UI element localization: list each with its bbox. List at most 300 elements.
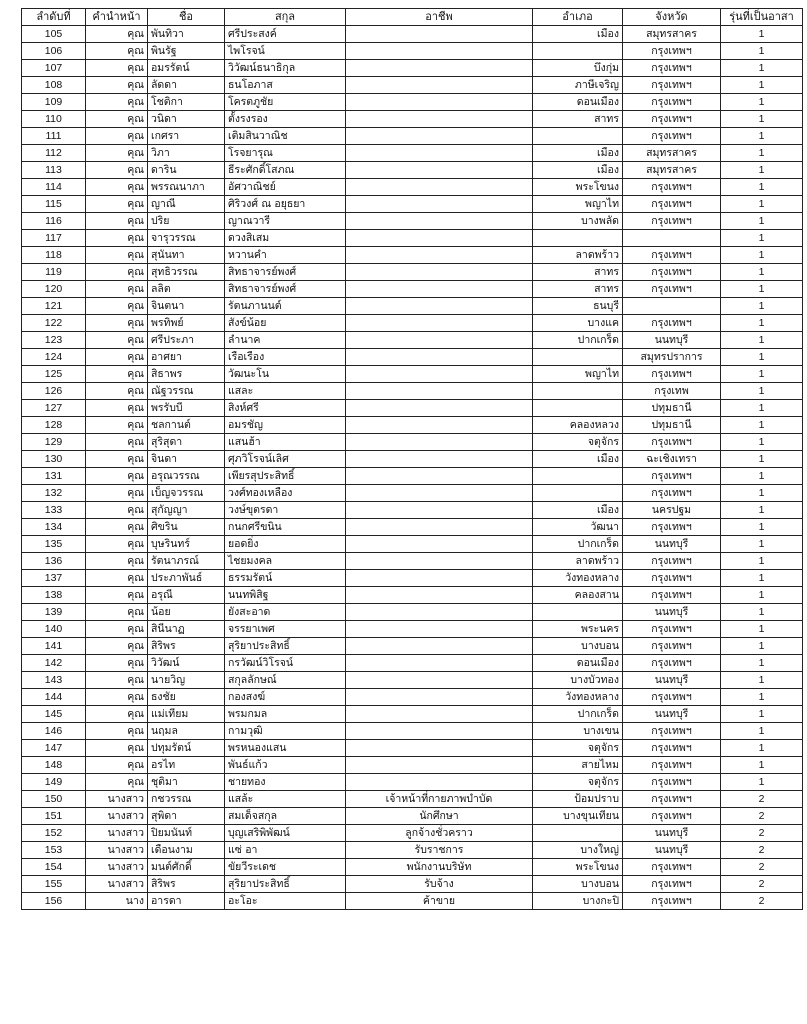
cell-district: จตุจักร: [533, 434, 623, 451]
cell-title: คุณ: [86, 349, 148, 366]
cell-title: คุณ: [86, 26, 148, 43]
cell-title: คุณ: [86, 468, 148, 485]
cell-district: สายไหม: [533, 757, 623, 774]
cell-last-name: ขัยวีระเดช: [225, 859, 346, 876]
cell-last-name: เพียรสุประสิทธิ์: [225, 468, 346, 485]
cell-no: 125: [22, 366, 86, 383]
cell-occupation: [346, 587, 533, 604]
cell-last-name: ไพโรจน์: [225, 43, 346, 60]
cell-last-name: สกุลลักษณ์: [225, 672, 346, 689]
cell-first-name: สุกัญญา: [148, 502, 225, 519]
cell-generation: 2: [721, 893, 803, 910]
cell-last-name: แสละ: [225, 383, 346, 400]
cell-first-name: ธงชัย: [148, 689, 225, 706]
cell-last-name: วงศ์ทองเหลือง: [225, 485, 346, 502]
cell-generation: 1: [721, 281, 803, 298]
cell-province: ปทุมธานี: [623, 417, 721, 434]
cell-last-name: วัฒนะโน: [225, 366, 346, 383]
cell-title: คุณ: [86, 638, 148, 655]
cell-last-name: ยังสะอาด: [225, 604, 346, 621]
cell-first-name: อมรรัตน์: [148, 60, 225, 77]
cell-last-name: นนทพิสิฐ: [225, 587, 346, 604]
cell-no: 144: [22, 689, 86, 706]
cell-generation: 1: [721, 706, 803, 723]
cell-province: กรุงเทพฯ: [623, 876, 721, 893]
cell-title: คุณ: [86, 519, 148, 536]
cell-province: นนทบุรี: [623, 672, 721, 689]
table-row: [22, 604, 803, 621]
table-row: [22, 298, 803, 315]
cell-first-name: จารุวรรณ: [148, 230, 225, 247]
cell-first-name: จินตนา: [148, 298, 225, 315]
cell-district: บึงกุ่ม: [533, 60, 623, 77]
cell-title: คุณ: [86, 281, 148, 298]
cell-title: คุณ: [86, 213, 148, 230]
cell-district: [533, 400, 623, 417]
cell-province: กรุงเทพฯ: [623, 94, 721, 111]
cell-generation: 1: [721, 604, 803, 621]
cell-province: กรุงเทพฯ: [623, 213, 721, 230]
cell-first-name: อรุณี: [148, 587, 225, 604]
cell-occupation: รับราชการ: [346, 842, 533, 859]
cell-occupation: พนักงานบริษัท: [346, 859, 533, 876]
cell-first-name: สินีนาฏ: [148, 621, 225, 638]
cell-generation: 1: [721, 383, 803, 400]
table-row: [22, 315, 803, 332]
cell-first-name: อรุณวรรณ: [148, 468, 225, 485]
cell-occupation: [346, 553, 533, 570]
cell-province: นนทบุรี: [623, 332, 721, 349]
cell-generation: 2: [721, 859, 803, 876]
cell-generation: 1: [721, 145, 803, 162]
cell-generation: 1: [721, 689, 803, 706]
cell-occupation: [346, 162, 533, 179]
table-row: [22, 434, 803, 451]
cell-province: กรุงเทพฯ: [623, 60, 721, 77]
cell-no: 116: [22, 213, 86, 230]
cell-district: ภาษีเจริญ: [533, 77, 623, 94]
cell-generation: 1: [721, 570, 803, 587]
cell-last-name: เรือเรือง: [225, 349, 346, 366]
cell-first-name: สิริพร: [148, 638, 225, 655]
cell-no: 122: [22, 315, 86, 332]
cell-occupation: [346, 94, 533, 111]
cell-first-name: อรไท: [148, 757, 225, 774]
cell-district: สาทร: [533, 111, 623, 128]
cell-first-name: พรรณนาภา: [148, 179, 225, 196]
cell-first-name: น้อย: [148, 604, 225, 621]
cell-province: นนทบุรี: [623, 842, 721, 859]
table-row: [22, 43, 803, 60]
cell-province: กรุงเทพฯ: [623, 808, 721, 825]
cell-generation: 1: [721, 655, 803, 672]
cell-generation: 2: [721, 808, 803, 825]
cell-no: 129: [22, 434, 86, 451]
cell-district: บางบัวทอง: [533, 672, 623, 689]
cell-generation: 1: [721, 60, 803, 77]
table-row: [22, 264, 803, 281]
cell-generation: 1: [721, 536, 803, 553]
cell-last-name: กองสงฆ์: [225, 689, 346, 706]
cell-first-name: รัตนาภรณ์: [148, 553, 225, 570]
cell-generation: 1: [721, 247, 803, 264]
cell-occupation: [346, 230, 533, 247]
cell-no: 109: [22, 94, 86, 111]
cell-generation: 1: [721, 264, 803, 281]
cell-occupation: [346, 621, 533, 638]
cell-generation: 1: [721, 196, 803, 213]
cell-title: คุณ: [86, 502, 148, 519]
cell-first-name: ปทุมรัตน์: [148, 740, 225, 757]
cell-last-name: ศรีประสงค์: [225, 26, 346, 43]
cell-generation: 1: [721, 162, 803, 179]
cell-generation: 1: [721, 94, 803, 111]
cell-no: 114: [22, 179, 86, 196]
cell-last-name: แซ่ อา: [225, 842, 346, 859]
cell-occupation: [346, 26, 533, 43]
cell-title: คุณ: [86, 757, 148, 774]
cell-first-name: สิริพร: [148, 876, 225, 893]
cell-no: 155: [22, 876, 86, 893]
cell-last-name: ศิริวงศ์ ณ อยุธยา: [225, 196, 346, 213]
cell-no: 154: [22, 859, 86, 876]
table-row: [22, 519, 803, 536]
cell-province: กรุงเทพฯ: [623, 791, 721, 808]
cell-district: ปากเกร็ด: [533, 536, 623, 553]
cell-title: คุณ: [86, 774, 148, 791]
table-row: [22, 332, 803, 349]
cell-title: คุณ: [86, 366, 148, 383]
cell-first-name: ณัฐวรรณ: [148, 383, 225, 400]
cell-occupation: [346, 706, 533, 723]
table-row: [22, 485, 803, 502]
cell-district: สาทร: [533, 281, 623, 298]
cell-province: กรุงเทพฯ: [623, 485, 721, 502]
cell-first-name: พินรัฐ: [148, 43, 225, 60]
cell-no: 115: [22, 196, 86, 213]
cell-title: คุณ: [86, 179, 148, 196]
cell-occupation: [346, 468, 533, 485]
cell-last-name: หวานคำ: [225, 247, 346, 264]
cell-occupation: [346, 434, 533, 451]
cell-generation: 1: [721, 26, 803, 43]
table-row: [22, 825, 803, 842]
cell-generation: 1: [721, 740, 803, 757]
cell-last-name: กนกศรีขนิน: [225, 519, 346, 536]
cell-no: 119: [22, 264, 86, 281]
cell-title: คุณ: [86, 587, 148, 604]
cell-last-name: สิทธาจารย์พงศ์: [225, 264, 346, 281]
cell-district: [533, 43, 623, 60]
cell-title: นางสาว: [86, 825, 148, 842]
cell-last-name: ตั้งรงรอง: [225, 111, 346, 128]
table-row: [22, 689, 803, 706]
cell-occupation: [346, 213, 533, 230]
cell-last-name: สิทธาจารย์พงศ์: [225, 281, 346, 298]
cell-district: เมือง: [533, 502, 623, 519]
cell-last-name: รัตนภานนต์: [225, 298, 346, 315]
cell-occupation: [346, 43, 533, 60]
cell-title: คุณ: [86, 451, 148, 468]
cell-first-name: ญาณี: [148, 196, 225, 213]
cell-first-name: ศรีประภา: [148, 332, 225, 349]
cell-no: 126: [22, 383, 86, 400]
table-row: [22, 400, 803, 417]
cell-no: 117: [22, 230, 86, 247]
cell-first-name: อาศยา: [148, 349, 225, 366]
cell-generation: 2: [721, 876, 803, 893]
cell-title: คุณ: [86, 672, 148, 689]
table-row: [22, 842, 803, 859]
cell-title: นางสาว: [86, 876, 148, 893]
cell-province: กรุงเทพฯ: [623, 757, 721, 774]
cell-last-name: วิวัฒน์ธนาธิกุล: [225, 60, 346, 77]
cell-occupation: [346, 672, 533, 689]
cell-title: นางสาว: [86, 791, 148, 808]
cell-province: นนทบุรี: [623, 825, 721, 842]
cell-no: 143: [22, 672, 86, 689]
cell-title: คุณ: [86, 553, 148, 570]
cell-district: เมือง: [533, 162, 623, 179]
cell-first-name: สุพิดา: [148, 808, 225, 825]
cell-title: คุณ: [86, 383, 148, 400]
cell-district: [533, 485, 623, 502]
cell-no: 106: [22, 43, 86, 60]
cell-first-name: สุริสุดา: [148, 434, 225, 451]
header-last-name: สกุล: [225, 9, 346, 26]
cell-generation: 1: [721, 468, 803, 485]
cell-district: บางบอน: [533, 876, 623, 893]
cell-district: ปากเกร็ด: [533, 332, 623, 349]
cell-province: กรุงเทพฯ: [623, 519, 721, 536]
cell-province: กรุงเทพฯ: [623, 264, 721, 281]
cell-last-name: อัศวาณิชย์: [225, 179, 346, 196]
cell-province: กรุงเทพฯ: [623, 315, 721, 332]
cell-district: เมือง: [533, 145, 623, 162]
cell-generation: 1: [721, 502, 803, 519]
cell-no: 130: [22, 451, 86, 468]
cell-last-name: ชายทอง: [225, 774, 346, 791]
cell-last-name: ธรรมรัตน์: [225, 570, 346, 587]
cell-province: กรุงเทพฯ: [623, 723, 721, 740]
table-row: [22, 383, 803, 400]
cell-generation: 1: [721, 774, 803, 791]
cell-last-name: ธีระศักดิ์โสภณ: [225, 162, 346, 179]
cell-generation: 1: [721, 349, 803, 366]
cell-district: ดอนเมือง: [533, 94, 623, 111]
cell-no: 139: [22, 604, 86, 621]
cell-generation: 1: [721, 111, 803, 128]
cell-occupation: [346, 315, 533, 332]
cell-occupation: [346, 366, 533, 383]
cell-last-name: สุริยาประสิทธิ์: [225, 638, 346, 655]
cell-district: ปากเกร็ด: [533, 706, 623, 723]
cell-no: 141: [22, 638, 86, 655]
cell-first-name: ชุติมา: [148, 774, 225, 791]
table-row: [22, 808, 803, 825]
cell-title: คุณ: [86, 417, 148, 434]
cell-province: กรุงเทพฯ: [623, 43, 721, 60]
cell-district: พญาไท: [533, 196, 623, 213]
cell-title: นาง: [86, 893, 148, 910]
cell-province: สมุทรปราการ: [623, 349, 721, 366]
cell-title: คุณ: [86, 604, 148, 621]
table-row: [22, 417, 803, 434]
cell-first-name: ชลกานต์: [148, 417, 225, 434]
cell-generation: 1: [721, 485, 803, 502]
cell-last-name: กรวัฒน์วิโรจน์: [225, 655, 346, 672]
cell-first-name: โชติกา: [148, 94, 225, 111]
cell-province: สมุทรสาคร: [623, 26, 721, 43]
cell-last-name: บุญเสริพิพัฒน์: [225, 825, 346, 842]
table-row: [22, 451, 803, 468]
cell-occupation: [346, 757, 533, 774]
cell-first-name: พันทิวา: [148, 26, 225, 43]
table-row: [22, 553, 803, 570]
cell-province: กรุงเทพฯ: [623, 196, 721, 213]
cell-no: 133: [22, 502, 86, 519]
cell-occupation: ค้าขาย: [346, 893, 533, 910]
cell-title: คุณ: [86, 621, 148, 638]
cell-province: กรุงเทพฯ: [623, 689, 721, 706]
cell-no: 150: [22, 791, 86, 808]
header-generation: รุ่นที่เป็นอาสา: [721, 9, 803, 26]
cell-first-name: มนต์ศักดิ์: [148, 859, 225, 876]
cell-province: กรุงเทพฯ: [623, 587, 721, 604]
cell-no: 111: [22, 128, 86, 145]
cell-first-name: แม่เทียม: [148, 706, 225, 723]
cell-first-name: ลัดดา: [148, 77, 225, 94]
cell-district: บางใหญ่: [533, 842, 623, 859]
cell-occupation: [346, 111, 533, 128]
cell-province: ฉะเชิงเทรา: [623, 451, 721, 468]
cell-district: จตุจักร: [533, 774, 623, 791]
cell-occupation: ลูกจ้างชั่วคราว: [346, 825, 533, 842]
cell-occupation: [346, 60, 533, 77]
table-row: [22, 757, 803, 774]
cell-occupation: [346, 77, 533, 94]
cell-generation: 1: [721, 621, 803, 638]
cell-occupation: เจ้าหน้าที่กายภาพบำบัด: [346, 791, 533, 808]
cell-title: คุณ: [86, 689, 148, 706]
cell-generation: 1: [721, 298, 803, 315]
cell-occupation: นักศึกษา: [346, 808, 533, 825]
cell-first-name: นฤมล: [148, 723, 225, 740]
cell-occupation: [346, 774, 533, 791]
cell-last-name: พันธ์แก้ว: [225, 757, 346, 774]
table-row: [22, 281, 803, 298]
cell-district: [533, 604, 623, 621]
cell-no: 153: [22, 842, 86, 859]
cell-title: คุณ: [86, 230, 148, 247]
cell-first-name: พรรับบี: [148, 400, 225, 417]
cell-district: บางแค: [533, 315, 623, 332]
cell-title: คุณ: [86, 536, 148, 553]
table-row: [22, 213, 803, 230]
cell-province: กรุงเทพฯ: [623, 366, 721, 383]
table-row: [22, 621, 803, 638]
cell-no: 152: [22, 825, 86, 842]
cell-occupation: [346, 145, 533, 162]
cell-province: กรุงเทพฯ: [623, 655, 721, 672]
cell-province: นนทบุรี: [623, 706, 721, 723]
cell-first-name: พรทิพย์: [148, 315, 225, 332]
cell-district: [533, 468, 623, 485]
cell-no: 135: [22, 536, 86, 553]
cell-last-name: เติมสินวาณิช: [225, 128, 346, 145]
table-row: [22, 723, 803, 740]
cell-province: กรุงเทพฯ: [623, 740, 721, 757]
cell-province: กรุงเทพฯ: [623, 553, 721, 570]
cell-occupation: [346, 383, 533, 400]
cell-province: กรุงเทพ: [623, 383, 721, 400]
cell-last-name: ไชยมงคล: [225, 553, 346, 570]
table-row: [22, 128, 803, 145]
cell-title: คุณ: [86, 723, 148, 740]
cell-province: กรุงเทพฯ: [623, 774, 721, 791]
cell-generation: 1: [721, 43, 803, 60]
cell-no: 145: [22, 706, 86, 723]
cell-province: กรุงเทพฯ: [623, 247, 721, 264]
cell-province: กรุงเทพฯ: [623, 570, 721, 587]
cell-district: บางกะปิ: [533, 893, 623, 910]
cell-district: [533, 230, 623, 247]
cell-generation: 1: [721, 77, 803, 94]
cell-district: คลองสาน: [533, 587, 623, 604]
cell-occupation: [346, 349, 533, 366]
cell-title: คุณ: [86, 60, 148, 77]
cell-district: เมือง: [533, 451, 623, 468]
cell-last-name: วงษ์ขุตรดา: [225, 502, 346, 519]
cell-title: คุณ: [86, 434, 148, 451]
cell-province: สมุทรสาคร: [623, 162, 721, 179]
cell-no: 123: [22, 332, 86, 349]
header-first-name: ชื่อ: [148, 9, 225, 26]
cell-occupation: รับจ้าง: [346, 876, 533, 893]
cell-occupation: [346, 519, 533, 536]
cell-district: คลองหลวง: [533, 417, 623, 434]
cell-title: นางสาว: [86, 842, 148, 859]
cell-occupation: [346, 196, 533, 213]
cell-province: [623, 298, 721, 315]
cell-title: คุณ: [86, 196, 148, 213]
table-row: [22, 179, 803, 196]
cell-no: 134: [22, 519, 86, 536]
table-row: [22, 111, 803, 128]
cell-title: คุณ: [86, 706, 148, 723]
cell-occupation: [346, 740, 533, 757]
cell-province: [623, 230, 721, 247]
cell-generation: 1: [721, 757, 803, 774]
table-row: [22, 26, 803, 43]
cell-last-name: สังข์น้อย: [225, 315, 346, 332]
cell-no: 128: [22, 417, 86, 434]
cell-generation: 1: [721, 672, 803, 689]
volunteer-table: [21, 8, 803, 910]
cell-first-name: เบ็ญจวรรณ: [148, 485, 225, 502]
table-body: [22, 26, 803, 910]
table-row: [22, 740, 803, 757]
cell-no: 121: [22, 298, 86, 315]
cell-occupation: [346, 485, 533, 502]
table-row: [22, 791, 803, 808]
cell-district: ธนบุรี: [533, 298, 623, 315]
cell-last-name: จรรยาเพศ: [225, 621, 346, 638]
cell-province: กรุงเทพฯ: [623, 468, 721, 485]
cell-occupation: [346, 570, 533, 587]
cell-province: กรุงเทพฯ: [623, 859, 721, 876]
cell-province: กรุงเทพฯ: [623, 434, 721, 451]
